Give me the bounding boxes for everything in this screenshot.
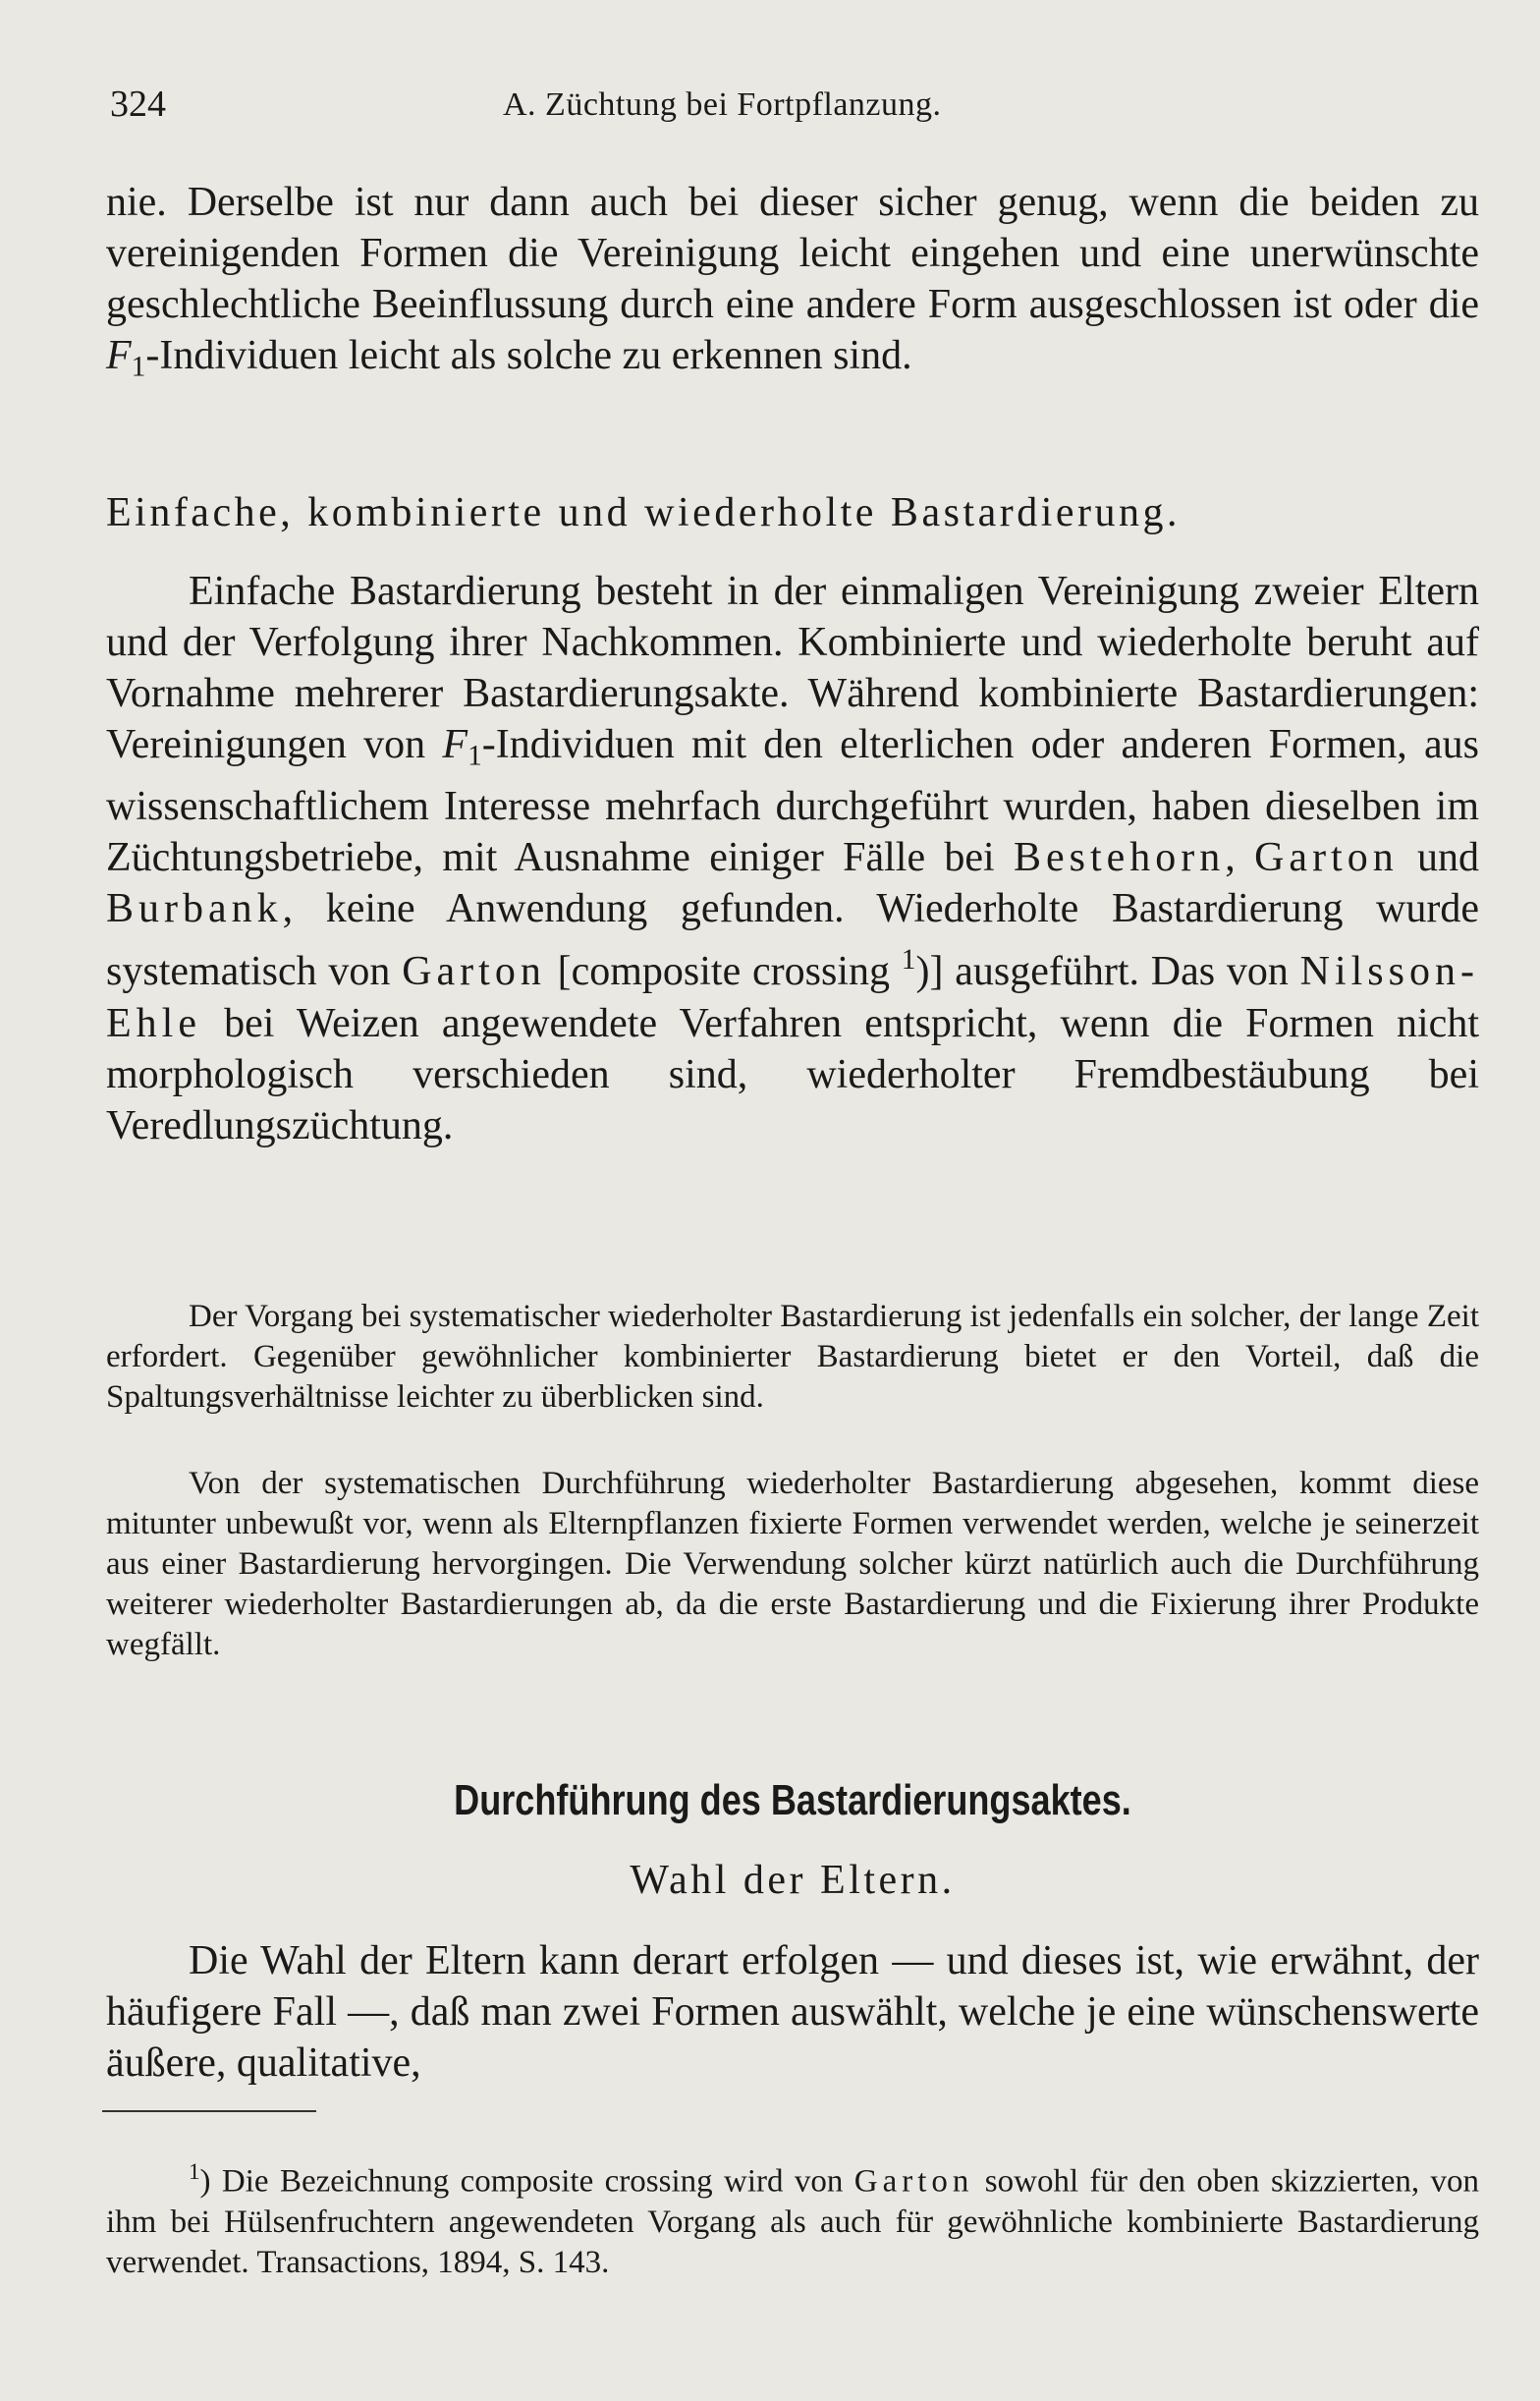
section-title: Durchführung des Bastardierungsaktes.: [454, 1776, 1131, 1824]
name-garton: Garton: [853, 2163, 974, 2200]
paragraph-bastardierung: Einfache Bastardierung besteht in der einmaligen Vereinigung zweier Eltern und der Verfolgung ihrer Nachkommen. Kombinierte und wiederholte beruht auf Vornahme mehrerer Bastardierungsakte. Während kombinierte Bastardierungen: Vereinigungen von $F_1$-Individuen mit den elterlichen oder anderen Formen, aus wissenschaftlichem Interesse mehrfach durchgeführt wurden, haben dieselben im Züchtungsbetriebe, mit Ausnahme einiger Fälle bei Bestehorn, Garton und Burbank, keine Anwendung gefunden. Wiederholte Bastardierung wurde systematisch von Garton [composite crossing $^1$)] ausgeführt. Das von Nilsson-Ehle bei Weizen angewendete Verfahren entspricht, wenn die Formen nicht morphologisch verschieden sind, wiederholter Fremdbestäubung bei Veredlungszüchtung.: [106, 569, 1480, 1148]
footnote: $^1$) Die Bezeichnung composite crossing wird von Garton sowohl für den oben skizzierten, von ihm bei Hülsenfruchtern angewendeten Vorgang als auch für gewöhnliche kombinierte Bastardierung verwendet. Transactions, 1894, S. 143.: [106, 2158, 1479, 2280]
paragraph-wahl: Die Wahl der Eltern kann derart erfolgen — und dieses ist, wie erwähnt, der häufigere Fall —, daß man zwei Formen auswählt, welche je eine wünschenswerte äußere, qualitative,: [106, 1938, 1479, 2086]
section-heading-bastardierung: Einfache, kombinierte und wiederholte Bastardierung.: [106, 490, 1182, 535]
running-title: A. Züchtung bei Fortpflanzung.: [503, 86, 942, 123]
page-header: [110, 83, 1465, 141]
section-subtitle: Wahl der Eltern.: [630, 1858, 956, 1903]
paragraph-continuation: nie. Derselbe ist nur dann auch bei dieser sicher genug, wenn die beiden zu vereinigenden Formen die Vereinigung leicht eingehen und eine unerwünschte geschlechtliche Beeinflussung durch eine andere Form ausgeschlossen ist oder die $F_1$-Individuen leicht als solche zu erkennen sind.: [106, 180, 1479, 383]
footnote-ref: 1: [901, 944, 916, 977]
footnote-marker: 1: [189, 2158, 200, 2184]
page-number: 324: [110, 84, 166, 125]
small-paragraph-1: Der Vorgang bei systematischer wiederholter Bastardierung ist jedenfalls ein solcher, der lange Zeit erfordert. Gegenüber gewöhnlicher kombinierter Bastardierung bietet er den Vorteil, daß die Spaltungsverhältnisse leichter zu überblicken sind.: [106, 1299, 1479, 1415]
footnote-rule: [102, 2110, 316, 2112]
name-garton: Garton: [402, 949, 546, 995]
name-bestehorn: Bestehorn: [1014, 835, 1226, 881]
name-burbank: Burbank: [106, 886, 283, 932]
name-nilsson-ehle: Nilsson-Ehle: [106, 949, 1479, 1046]
small-paragraph-2: Von der systematischen Durchführung wiederholter Bastardierung abgesehen, kommt diese mitunter unbewußt vor, wenn als Elternpflanzen fixierte Formen verwendet werden, welche je seinerzeit aus einer Bastardierung hervorgingen. Die Verwendung solcher kürzt natürlich auch die Durchführung weiterer wiederholter Bastardierungen ab, da die erste Bastardierung und die Fixierung ihrer Produkte wegfällt.: [106, 1466, 1479, 1662]
name-garton: Garton: [1254, 835, 1399, 881]
